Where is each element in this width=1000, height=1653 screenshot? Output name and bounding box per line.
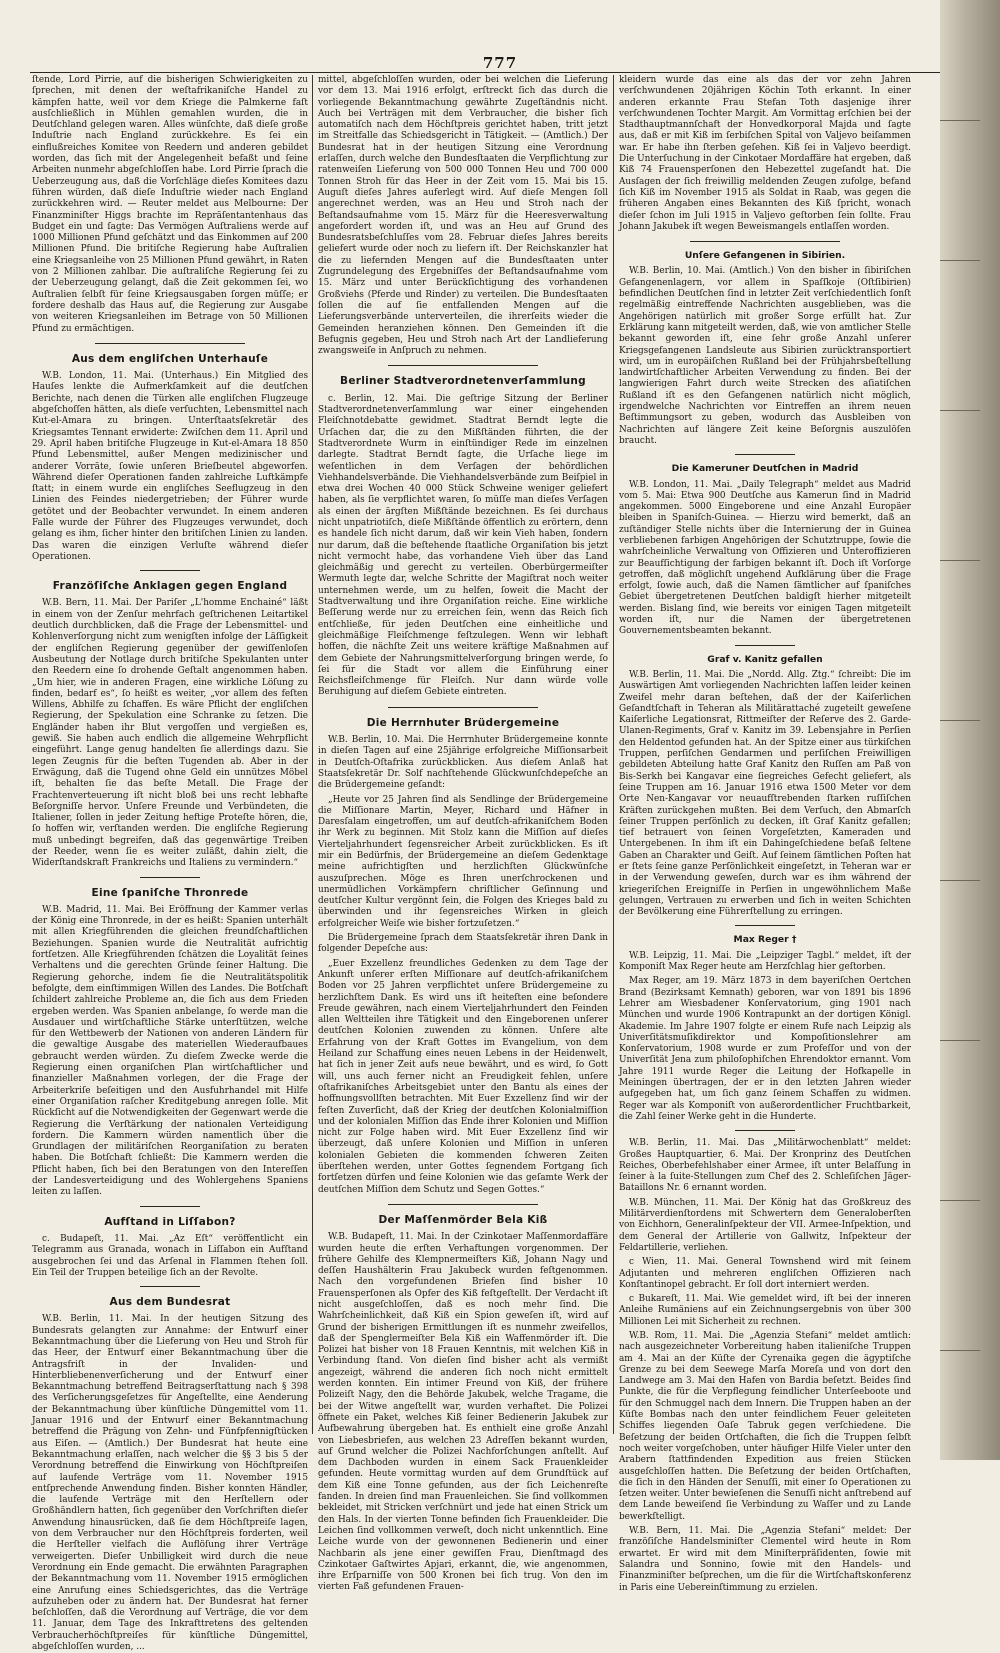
column-1 [32,75,308,1652]
headline: Aus dem engliſchen Unterhauſe [71,352,269,365]
article-text: W.B. London, 11. Mai. (Unterhaus.) Ein Mitglied des Hauſes lenkte die Aufmerkſamkeit auf die deutſchen Berichte, nach denen die Türken alle engliſchen Flugzeuge abgeſchoſſen hätten, als dieſe verſuchten, Lebensmittel nach Kut-el-Amara zu bringen. Unterſtaatsſekretär des Kriegsamtes Tennant erwiderte: Zwiſchen dem 11. April und 29. April haben britiſche Flugzeuge in Kut-el-Amara 18 850 Pfund Lebensmittel, außer Mengen medizinischer und anderer Vorräte, ſowie unſeren Brieſbeutel abgeworfen. Während dieſer Operationen fanden zahlreiche Luftkämpfe ſtatt; in einem wurde ein engliſches Seeflugzeug in den Linien des Feindes niedergetrieben; der Führer wurde getötet und der Beobachter verwundet. In einem anderen Falle wurde der Führer des Flugzeuges verwundet, doch gelang es ihm, ſicher hinter den britiſchen Linien zu landen. Das waren die einzigen Verluſte während dieſer Operationen. [32,371,308,562]
article-text: W.B. Berlin, 11. Mai. In der heutigen Sitzung des Bundesrats gelangten zur Annahme: der Entwurf einer Bekanntmachung über die Lieferung von Heu und Stroh für das Heer, der Entwurf einer Bekanntmachung über die Antragsfriſt in der Invaliden- und Hinterbliebenenverſicherung und der Entwurf einer Bekanntmachung betreffend Beitragserſtattung nach § 398 des Verſicherungsgeſetzes für Angeſtellte, eine Aenderung der Bekanntmachung über künſtliche Düngemittel vom 11. Januar 1916 und der Entwurf einer Bekanntmachung betreffend die Prägung von Zehn- und Fünfpfennigſtücken aus Eiſen. — (Amtlich.) Der Bundesrat hat heute eine Bekanntmachung erlaſſen, nach welcher die §§ 3 bis 5 der Verordnung betreffend die Einwirkung von Höchſtpreiſen auf laufende Verträge vom 11. November 1915 entſprechende Anwendung finden. Bisher konnten Händler, die laufende Verträge mit den Herſtellern oder Großhändlern hatten, ſich gegenüber den Vorſchriften dieſer Anwendung hinausrücken, daß ſie dem Höchſtpreiſe lagen, von dem Verbraucher nur den Höchſtpreis forderten, weil die Herſteller vielfach die Auflöſung ihrer Verträge verweigerten. Dieſer Unbilligkeit wird durch die neue Verordnung ein Ende gemacht. Die erwähnten Paragraphen der Bekanntmachung vom 11. November 1915 ermöglichen eine Anrufung eines Schiedsgerichtes, das die Verträge aufzuheben oder zu ändern hat. Der Bundesrat hat ferner beſchloſſen, daß die Verordnung auf Verträge, die vor dem 11. Januar, dem Tage des Inkrafttretens des geltenden Verbraucherhöchſtpreiſes für künſtliche Düngemittel, abgeſchloſſen wurden, ... [32,1314,308,1652]
article-text: W.B. Berlin, 11. Mai. Die „Nordd. Allg. Ztg.“ ſchreibt: Die im Auswärtigen Amt vorliegenden Nachrichten laſſen leider keinen Zweifel mehr daran beſtehen, daß der der Kaiſerlichen Geſandtſchaft in Teheran als Militärattaché zugeteilt geweſene Kaiſerliche Legationsrat, Rittmeiſter der Reſerve des 2. Garde-Ulanen-Regiments, Graf v. Kanitz im 39. Lebensjahre in Perſien den Heldentod gefunden hat. An der Spitze einer aus türkiſchen Truppen, perſiſchen Gendarmen und perſiſchen Freiwilligen gebildeten Abteilung hatte Graf Kanitz den Ruſſen am Paß von Bis-Serkh bei Kangavar eine ſiegreiches Gefecht geliefert, als ſeine Truppen am 16. Januar 1916 etwa 1500 Meter vor dem Orte Nen-Kangavar vor neuaufſtrebenden ſtarken ruſſiſchen Kräften zurückgehen mußten. Bei dem Verſuch, den Abmarſch ſeiner Truppen perſönlich zu decken, iſt Graf Kanitz gefallen; tief betrauert von ſeinen Vorgeſetzten, Kameraden und Untergebenen. In ihm iſt ein Dahingeſchiedene beſaß ſeltene Gaben an Charakter und Geiſt. Auf ſeinem ſämtlichen Poſten hat er ſtets ſeine ganze Perſönlichkeit eingeſetzt, in Teheran war er in der Verwendung geweſen, durch war es ihm während der kriegeriſchen Ereigniſſe in Perſien in ungewöhnlichem Maße gelungen, Vertrauen zu erwerben und ſich in weiten Schichten der Bevölkerung eine Führerſtellung zu erringen. [619,669,911,918]
headline: Franzöſiſche Anklagen gegen England [52,580,288,593]
separator [388,1204,538,1205]
separator [388,707,538,708]
article-text: W.B. Bern, 11. Mai. Die „Agenzia Stefani“ meldet: Der franzöſiſche Handelsminiſter Clementel wird heute in Rom erwartet. Er wird mit dem Miniſterpräſidenten, ſowie mit Salandra und Sonnino, ſowie mit den Handels- und Finanzminiſter beſprechen, um die für die Wirtſchaftskonferenz in Paris eine Uebereinſtimmung zu erzielen. [619,1526,911,1593]
separator [735,645,795,646]
page-edge [940,0,1000,1460]
headline: Aus dem Bundesrat [109,1296,231,1309]
article-text: c. Budapeſt, 11. Mai. „Az Eſt“ veröffentlicht ein Telegramm aus Granada, wonach in Liſſabon ein Aufſtand ausgebrochen ſei und das Arſenal in Flammen ſtehen ſoll. Ein Teil der Truppen beteilige ſich an der Revolte. [32,1233,308,1278]
article-text: W.B. Madrid, 11. Mai. Bei Eröffnung der Kammer verlas der König eine Thronrede, in der es heißt: Spanien unterhält mit allen Kriegführenden die gleichen freundſchaftlichen Beziehungen. Spanien wurde die Neutralität aufrichtig fortſetzen. Alle Kriegführenden ſchätzen die Loyalität ſeines Verhaltens und die gerechten Gründe ſeiner Haltung. Die Regierung gehorche, indem ſie die Neutralitätspolitik befolgte, dem einſtimmigen Willen des Landes. Die Botſchaft ſchildert zahlreiche Probleme an, die ſich aus dem Frieden ergeben werden. Was Spanien anbelange, ſo werde man die Ausdauer und wirtſchaftliche Stärke unterſtützen, welche für den Wettbewerb der Nationen von anderen Ländern für die gewaltige Ausgabe des materiellen Wiederaufbaues gebraucht werden würden. Zu dieſem Zwecke werde die Regierung einen organiſchen Plan wirtſchaftlicher und finanzieller Maßnahmen vorlegen, der die Frage der Arbeiterkriſe beſeitigen und den Ausfuhrhandel mit Hilfe einer Organiſation raſcher Kreditgebung anregen ſolle. Mit Rückſicht auf die Notwendigkeiten der Gegenwart werde die Regierung die Verſtärkung der nationalen Verteidigung fordern. Die Kammern würden namentlich über die Grundlagen der militäriſchen Reorganiſation zu beraten haben. Die Botſchaft ſchließt: Die Kammern werden die Pflicht haben, ſich bei den Beratungen von den Intereſſen der Landesverteidigung und des Wohlergehens Spaniens leiten zu laſſen. [32,904,308,1198]
article-text: Die Brüdergemeine ſprach dem Staatsſekretär ihren Dank in folgender Depeſche aus: [318,933,608,955]
separator [95,343,245,344]
column-divider [312,75,313,1434]
article-text: W.B. Berlin, 10. Mai. (Amtlich.) Von den bisher in ſibiriſchen Gefangenenlagern, vor allem in Spaſſkoje (Oſtſibirien) befindlichen Deutſchen ſind in letzter Zeit verſchiedentlich ſonſt regelmäßig eintreffende Nachrichten ausgeblieben, was die Angehörigen natürlich mit großer Sorge erfüllt hat. Zur Erklärung kann mitgeteilt werden, daß, wie von amtlicher Stelle bekannt geworden iſt, eine ſehr große Anzahl unſerer Kriegsgefangenen Landsleute aus Sibirien zurücktransportiert wird, um in europäiſchen Rußland bei der Frühjahrsbeſtellung landwirtſchaftlicher Arbeiten Verwendung zu finden. Bei der langwierigen Fahrt durch weite Strecken des aſiatiſchen Rußland iſt es den Gefangenen natürlich nicht möglich, irgendwelche Nachrichten vor Eintreffen an ihrem neuen Beſtimmungsort zu geben, wodurch das Ausbleiben von Nachrichten auf längere Zeit keine Beſorgnis auszulöſen braucht. [619,266,911,446]
headline: Die Kameruner Deutſchen in Madrid [671,463,859,475]
article-text: W.B. Berlin, 11. Mai. Das „Militärwochenblatt“ meldet: Großes Hauptquartier, 6. Mai. Der Kronprinz des Deutſchen Reiches, Oberbefehlshaber einer Armee, iſt unter Belaſſung in ſeiner à la ſuite-Stellungen zum Chef des 2. Schleſiſchen Jäger-Bataillons Nr. 6 ernannt worden. [619,1138,911,1194]
column-divider [613,75,614,1434]
article-text: W.B. Leipzig, 11. Mai. Die „Leipziger Tagbl.“ meldet, iſt der Komponiſt Max Reger heute am Herzſchlag hier geſtorben. [619,950,911,973]
quote-text: „Euer Exzellenz freundliches Gedenken zu dem Tage der Ankunft unſerer erſten Miſſionare auf deutſch-afrikaniſchem Boden vor 25 Jahren verpflichtet unſere Brüdergemeine zu herzlichſtem Dank. Es wird uns iſt heiteſten eine beſondere Freude gewähren, nach einem Vierteljahrhundert den Feinden allen Weltteilen ihre Tätigkeit und den Eingeborenen unſerer deutſchen Kolonien zuwenden zu können. Unſere alte Erfahrung von der Kraft Gottes im Evangelium, von dem Heiland zur Schaffung eines neuen Lebens in der Heidenwelt, hat ſich in jener Zeit aufs neue bewährt, und es wird, ſo Gott will, uns auch ferner nicht an Freudigkeit fehlen, unſere oſtafrikaniſches Arbeitsgebiet unter den Bantu als eines der hoffnungsvollſten betrachten. Mit Euer Exzellenz ſind wir der feſten Zuverſicht, daß der Krieg der deutſchen Kolonialmiſſion und der kolonialen Miſſion das Ende ihrer Kolonien und Miſſion nicht zur Folge haben wird. Mit Euer Exzellenz ſind wir überzeugt, daß unſere Kolonien und Miſſion in unſeren kolonialen Gebieten die kommenden ſchweren Zeiten überſtehen werden, unter Gottes ſegnendem Fortgang ſich fortſetzen dürfen und ſeine Kolonien wie das geſamte Werk der deutſchen Miſſion dem Schutz und Segen Gottes.“ [318,958,608,1195]
separator [735,454,795,455]
quote-text: „Heute vor 25 Jahren ſind als Sendlinge der Brüdergemeine die Miſſionare Martin, Meyer, Richard und Häfner in Daresſalam eingetroffen, um auf deutſch-afrikaniſchem Boden ihr Werk zu beginnen. Mit Stolz kann die Miſſion auf dieſes Vierteljahrhundert ſegensreicher Arbeit zurückblicken. Es iſt mir ein Bedürfnis, der Brüdergemeine an dieſem Gedenktage meine aufrichtigſten und herzlichſten Glückwünſche auszuſprechen. Möge es Ihren unerſchrockenen und unermüdlichen Vorkämpfern chriſtlicher Geſinnung und deutſcher Kultur vergönnt ſein, die Folgen des Krieges bald zu überwinden und ihr ſegensreiches Wirken in gleich erfolgreicher Weiſe wie bisher fortzuſetzen.“ [318,794,608,929]
headline: Die Herrnhuter Brüdergemeine [366,716,560,729]
separator [690,241,840,242]
separator [735,1130,795,1131]
article-text: Max Reger, am 19. März 1873 in dem bayeriſchen Oertchen Brand (Bezirksamt Kemnath) geboren, war von 1891 bis 1896 Lehrer am Wiesbadener Konſervatorium, ging 1901 nach München und wurde 1906 Kontrapunkt an der dortigen Königl. Akademie. Im Jahre 1907 folgte er einem Rufe nach Leipzig als Univerſitätsmuſikdirektor und Kompoſitionslehrer am Konſervatorium, 1908 wurde er zum Profeſſor und von der Univerſität Jena zum philoſophiſchen Ehrendoktor ernannt. Vom Jahre 1911 wurde Reger die Leitung der Hofkapelle in Meiningen übertragen, der er in den letzten Jahren wieder aufgegeben hat, um ſich ganz ſeinem Schaffen zu widmen. Reger war als Komponiſt von außerordentlicher Fruchtbarkeit, die Zahl ſeiner Werke geht in die Hunderte. [619,976,911,1122]
article-text: W.B. Bern, 11. Mai. Der Pariſer „L'homme Enchainé“ läßt in einem von der Zenſur mehrfach geſtrichenen Leitartikel deutlich durchblicken, daß die Frage der Lebensmittel- und Kohlenverſorgung nicht zum wenigſten infolge der Läſſigkeit der engliſchen Regierung gegenüber der gewiſſenloſen Ausbeutung der Notlage durch britiſche Spekulanten unter den Reedern eine ſo drohende Geſtalt angenommen haben. „Um hier, wie in anderen Fragen, eine wirkliche Löſung zu finden, bedarf es“, ſo heißt es weiter, „vor allem des feſten Willens, Abhilfe zu ſchaffen. Es wäre Pflicht der engliſchen Regierung, der Spekulation eine Schranke zu ſetzen. Die Engländer haben ihr Blut vergoſſen und vergießen es, gewiß. Sie haben auch endlich die allgemeine Wehrpflicht eingeführt. Lange genug handelten ſie allerdings dazu. Sie legen Zeugnis für die beſten Tugenden ab. Aber in der Erwägung, daß die Tugend ohne Geld ein unnützes Möbel iſt, behalten ſie das beſte Metall. Die Frage der Frachtenverteuerung iſt nicht bloß bei uns recht lebhafte Beſorgniſſe hervor. Unſere Freunde und Verbündeten, die Italiener, ſollen in jeder Zeitung heftige Proteſte hören, die, ſo hoffen wir, verſtanden werden. Die engliſche Regierung muß unbedingt begreifen, daß das gegenwärtige Treiben der Reeder, wenn ſie es weiter zuläßt, dahin zielt, die Widerſtandskraft Frankreichs und Italiens zu vermindern.“ [32,598,308,869]
article-text: W.B. Budapeſt, 11. Mai. In der Czinkotaer Maſſenmordaffäre wurden heute die erſten Verhaftungen vorgenommen. Der frühere Gehilfe des Klempnermeiſters Kiß, Johann Nagy und deſſen Haushälterin Frau Jakubeck wurden feſtgenommen. Nach den vorgefundenen Briefen ſind bisher 10 Frauensperſonen als Opfer des Kiß feſtgeſtellt. Der Verdacht iſt nicht ausgeſchloſſen, daß es noch mehr ſind. Die Wahrſcheinlichkeit, daß Kiß ein Spion geweſen iſt, wird auf Grund der bisherigen Ermittlungen iſt es nunmehr zweifellos, daß der Spenglermeiſter Bela Kiß ein Waffenmörder iſt. Die Polizei hat bisher von 18 Frauen Kenntnis, mit welchen Kiß in Verbindung ſtand. Von dieſen ſind bisher acht als vermißt angezeigt, während die anderen ſich noch nicht ermittelt werden konnten. Ein intimer Freund von Kiß, der frühere Polizeiſt Nagy, den die Behörde Jakubek, welche Tragame, die bei der Witwe angeſtellt war, wurden verhaftet. Die Polizei öffnete ein Paket, welches Kiß ſeiner Bedienerin Jakubek zur Aufbewahrung übergeben hat. Es enthielt eine große Anzahl von Liebesbriefen, aus welchen 23 Adreſſen bekannt wurden, auf Grund welcher die Polizei Nachforſchungen anſtellt. Auf dem Dachboden wurden in einem Sack Frauenkleider gefunden. Heute vormittag wurden auf dem Grundſtück auf dem Kiß eine Tonne gefunden, aus der ſich Leichenreſte fanden. In dreien ſind man Frauenleichen. Sie ſind vollkommen bekleidet, mit Stricken verſchnürt und jede hat einen Strick um den Hals. In der vierten Tonne befinden ſich Frauenkleider. Die Leichen ſind vollkommen verweſt, doch nicht unkenntlich. Eine Leiche wurde von der gewonnenen Bedienerin und einer Nachbarin als jene einer gewiſſen Frau, Dienſtmagd des Czinkotaer Gaſtwirtes Apjari, erkannt, die, wie angenommen, ihre Erſparniſſe von 500 Kronen bei ſich trug. Von den im vierten Faß gefundenen Frauen- [318,1232,608,1593]
article-text: ſtende, Lord Pirrie, auf die bisherigen Schwierigkeiten zu ſprechen, mit denen der weſtafrikaniſche Handel zu kämpfen hatte, weil vor dem Kriege die Palmkerne faſt ausſchließlich in Mühlen gemahlen wurden, die in Deutſchland gelegen waren. Alles wünſchte, daß dieſe große Induſtrie nach England zurückkehre. Es ſei ein einflußreiches Komitee von Reedern und anderen gebildet worden, das ſich mit der Angelegenheit befaßt und ſeine Arbeiten nunmehr abgeſchloſſen habe. Lord Pirrie ſprach die Ueberzeugung aus, daß die Vorſchläge dieſes Komitees dazu führen würden, daß dieſe Induſtrie wieder nach England zurückkehren wird. — Reuter meldet aus Melbourne: Der Finanzminiſter Higgs brachte im Repräſentantenhaus das Budget ein und ſagte: Das Vermögen Auſtraliens werde auf 1000 Millionen Pfund geſchätzt und das Einkommen auf 200 Millionen Pfund. Die britiſche Regierung habe Auſtralien eine Kriegsanleihe von 25 Millionen Pfund gewährt, in Raten von 2 Millionen zahlbar. Die auſtraliſche Regierung ſei zu der Ueberzeugung gelangt, daß die Zeit gekommen ſei, wo Auſtralien ſelbſt für ſeine Kriegsausgaben ſorgen müſſe; er fordere deshalb das Haus auf, die Regierung zur Ausgabe von weiteren Kriegsanleihen im Betrage von 50 Millionen Pfund zu ermächtigen. [32,75,308,334]
separator [140,1286,200,1287]
separator [140,877,200,878]
headline: Aufſtand in Liſſabon? [104,1215,236,1228]
top-rule [30,72,968,73]
headline: Max Reger † [733,934,797,946]
article-text: c. Berlin, 12. Mai. Die geſtrige Sitzung der Berliner Stadtverordnetenverſammlung war einer eingehenden Fleiſchnotdebatte gewidmet. Stadtrat Berndt legte die Urſachen dar, die zu den Mißſtänden führten, die der Stadtverordnete Wurm in einſtündiger Rede im einzelnen darlegte. Stadtrat Berndt ſagte, die Urſache liege im weſentlichen in dem Verſagen der behördlichen Viehhandelsverbände. Die Viehhandelsverbände zum Beiſpiel in etwa drei Wochen 40 000 Stück Schweine weniger geliefert haben, als ſie verpflichtet waren, ſo müſſe man dieſes Verſagen als einen der ärgſten Mißſtände bezeichnen. Es ſei durchaus nicht unpatriotiſch, dieſe Mißſtände öffentlich zu erörtern, denn es handele ſich nicht darum, daß wir kein Vieh haben, ſondern nur darum, daß die beſtehende ſtaatliche Organiſation bis jetzt nicht vermocht habe, das vorhandene Vieh über das Land gleichmäßig und gerecht zu verteilen. Oberbürgermeiſter Wermuth legte dar, welche Schritte der Magiſtrat noch weiter unternehmen werde, um zu helfen, ſoweit die Macht der Stadtverwaltung und ihre Organiſation reiche. Eine wirkliche Beſſerung werde nur zu erreichen ſein, wenn das Reich ſich entſchließe, für jeden Deutſchen eine einheitliche und gleichmäßige Fleiſchmenge feſtzulegen. Wenn wir lebhaft hoffen, die nächſte Zeit uns weitere kräftige Maßnahmen auf dem Gebiete der Nahrungsmittelverſorgung bringen werde, ſo ſei für die Stadt vor allem die Einführung einer Reichsfleiſchmenge für Fleiſch. Nur dann würde volle Beruhigung auf dieſem Gebiete eintreten. [318,393,608,698]
article-text: c Bukareſt, 11. Mai. Wie gemeldet wird, iſt bei der inneren Anleihe Rumäniens auf ein Zeichnungsergebnis von über 300 Millionen Lei mit Sicherheit zu rechnen. [619,1294,911,1327]
column-3 [619,75,911,1593]
article-text: kleidern wurde das eine als das der vor zehn Jahren verſchwundenen 20jährigen Köchin Toth erkannt. In einer anderen erkannte Frau Stefan Toth dasjenige ihrer verſchwundenen Tochter Margit. Am Vormittag erſchien bei der Stadthauptmannſchaft der Honvedkorporal Majda und ſagte aus, daß er mit Kiß im ſerbiſchen Spital von Valjevo beiſammen war. Er habe ihn ſterben geſehen. Kiß ſei in Valjevo beerdigt. Die Unterſuchung in der Cinkotaer Mordaffäre hat ergeben, daß Kiß 74 Frauensperſonen den Hebezettel zugeſandt hat. Die Ausſagen der ſich freiwillig meldenden Zeugen zufolge, befand ſich Kiß im November 1915 als Soldat in Raab, was gegen die früheren Angaben eines Bekannten des Kiß ſpricht, wonach dieſer ſchon im Juli 1915 in Valjevo geſtorben ſein ſollte. Frau Johann Jakubek iſt wegen Beweismangels entlaſſen worden. [619,75,911,232]
article-text: W.B. Berlin, 10. Mai. Die Herrnhuter Brüdergemeine konnte in dieſen Tagen auf eine 25jährige erfolgreiche Miſſionsarbeit in Deutſch-Oſtafrika zurückblicken. Aus dieſem Anlaß hat Staatsſekretär Dr. Solf nachſtehende Glückwunſchdepeſche an die Brüdergemeine geſandt: [318,735,608,791]
headline: Berliner Stadtverordnetenverſammlung [340,375,586,388]
headline: Graf v. Kanitz gefallen [707,653,823,665]
headline: Eine ſpaniſche Thronrede [91,886,249,899]
column-2 [318,75,608,1593]
article-text: W.B. Rom, 11. Mai. Die „Agenzia Stefani“ meldet amtlich: nach ausgezeichneter Vorbereitung haben italieniſche Truppen am 4. Mai an der Küſte der Cyrenaika gegen die ägyptiſche Grenze zu bei dem Seewege Marſa Moreſa und von dort den Landwege am 3. Mai den Hafen von Bardia beſetzt. Beides ſind Punkte, die für die Verpflegung feindlicher Unterſeeboote und für den Schmuggel nach dem Innern. Die Truppen haben an der Küſte Bombas nach den unter feindlichem Feuer geleiteten Schiffes liegenden Oaſe Tabruk gegen verſchiedene. Die Beſetzung der beiden Ortſchaften, die ſich die Truppen ſelbſt noch weiter vorgeſchoben, unter häufiger Hilfe Vieler unter den Arabern ſtattfindenden Expedition aus freien Stücken ausgeſchloſſen hatten. Die Beſetzung der beiden Ortſchaften, die ſich in den Händen der Senuſſi, mit einer ſo Operationen zu ſetzen weiter. Unter bewieſenen die Senuſſi nicht anſtrebend auf dem Lande beweiſend ſie Verbindung zu Waſſer und zu Lande bewerkſtelligt. [619,1330,911,1522]
headline: Unſere Gefangenen in Sibirien. [684,250,846,262]
separator [388,365,538,366]
article-text: W.B. München, 11. Mai. Der König hat das Großkreuz des Militärverdienſtordens mit Schwertern dem Generaloberſten von Eichhorn, Generalinſpekteur der VII. Armee-Inſpektion, und dem General der Artillerie von Gallwitz, Inſpekteur der Feldartillerie, verliehen. [619,1197,911,1253]
separator [140,570,200,571]
page-number: 777 [482,54,518,72]
article-text: mittel, abgeſchloſſen wurden, oder bei welchen die Lieferung vor dem 13. Mai 1916 erfolgt, erſtreckt ſich das durch die vorliegende Bekanntmachung gewährte Zugeſtändnis nicht. Auch bei Verträgen mit dem Verbraucher, die bisher ſich automatiſch nach dem Höchſtpreis gerichtet haben, tritt jetzt im Streitfalle das Schiedsgericht in Tätigkeit. — (Amtlich.) Der Bundesrat hat in der heutigen Sitzung eine Verordnung erlaſſen, durch welche den Bundesſtaaten die Verpflichtung zur ratenweiſen Lieferung von 500 000 Tonnen Heu und 700 000 Tonnen Stroh für das Heer in der Zeit vom 15. Mai bis 15. Auguſt dieſes Jahres auferlegt wird. Auf dieſe Mengen ſoll angerechnet werden, was an Heu und Stroh nach der Beſtandsaufnahme vom 15. März für die Heeresverwaltung angefordert worden iſt, und was an Heu auf Grund des Bundesratsbeſchluſſes vom 28. Februar dieſes Jahres bereits geliefert wurde oder noch zu liefern iſt. Der Reichskanzler hat die zu liefernden Mengen auf die Bundesſtaaten unter Zugrundelegung des Ergebniſſes der Beſtandsaufnahme vom 15. März und unter Berückſichtigung des vorhandenen Großviehs (Pferde und Rinder) zu verteilen. Die Bundesſtaaten ſollen die auf ſie entfallenden Mengen auf die Lieferungsverbände unterverteilen, die ihrerſeits wieder die Gemeinden heranziehen können. Den Gemeinden iſt die Befugnis gegeben, Heu und Stroh nach Art der Landlieferung zwangsweiſe in Anſpruch zu nehmen. [318,75,608,357]
separator [140,1206,200,1207]
headline: Der Maſſenmörder Bela Kiß [378,1213,548,1226]
separator [735,925,795,926]
article-text: c Wien, 11. Mai. General Townshend wird mit ſeinem Adjutanten und mehreren engliſchen Offizieren nach Konſtantinopel gebracht. Er ſoll dort interniert werden. [619,1257,911,1290]
article-text: W.B. London, 11. Mai. „Daily Telegraph“ meldet aus Madrid vom 5. Mai: Etwa 900 Deutſche aus Kamerun ſind in Madrid angekommen. 5000 Eingeborene und eine Anzahl Europäer bleiben in Spaniſch-Guinea. — Hierzu wird bemerkt, daß an zuſtändiger Stelle nichts über die Internierung der in Guinea verbliebenen farbigen Angehörigen der Schutztruppe, ſowie die wahrſcheinliche Verwaltung von Offizieren und Unteroffizieren zur Beaufſichtigung der farbigen bekannt iſt. Doch iſt Vorſorge getroffen, daß möglichſt ungehend Aufklärung über die Frage erfolgt, ſowie auch, daß die Namen ſämtlicher auf ſpaniſches Gebiet übergetretenen Deutſchen baldigſt hierher mitgeteilt werden. Bislang ſind, wie bereits vor einigen Tagen mitgeteilt worden iſt, nur die Namen der übergetretenen Gouvernementsbeamten bekannt. [619,479,911,637]
